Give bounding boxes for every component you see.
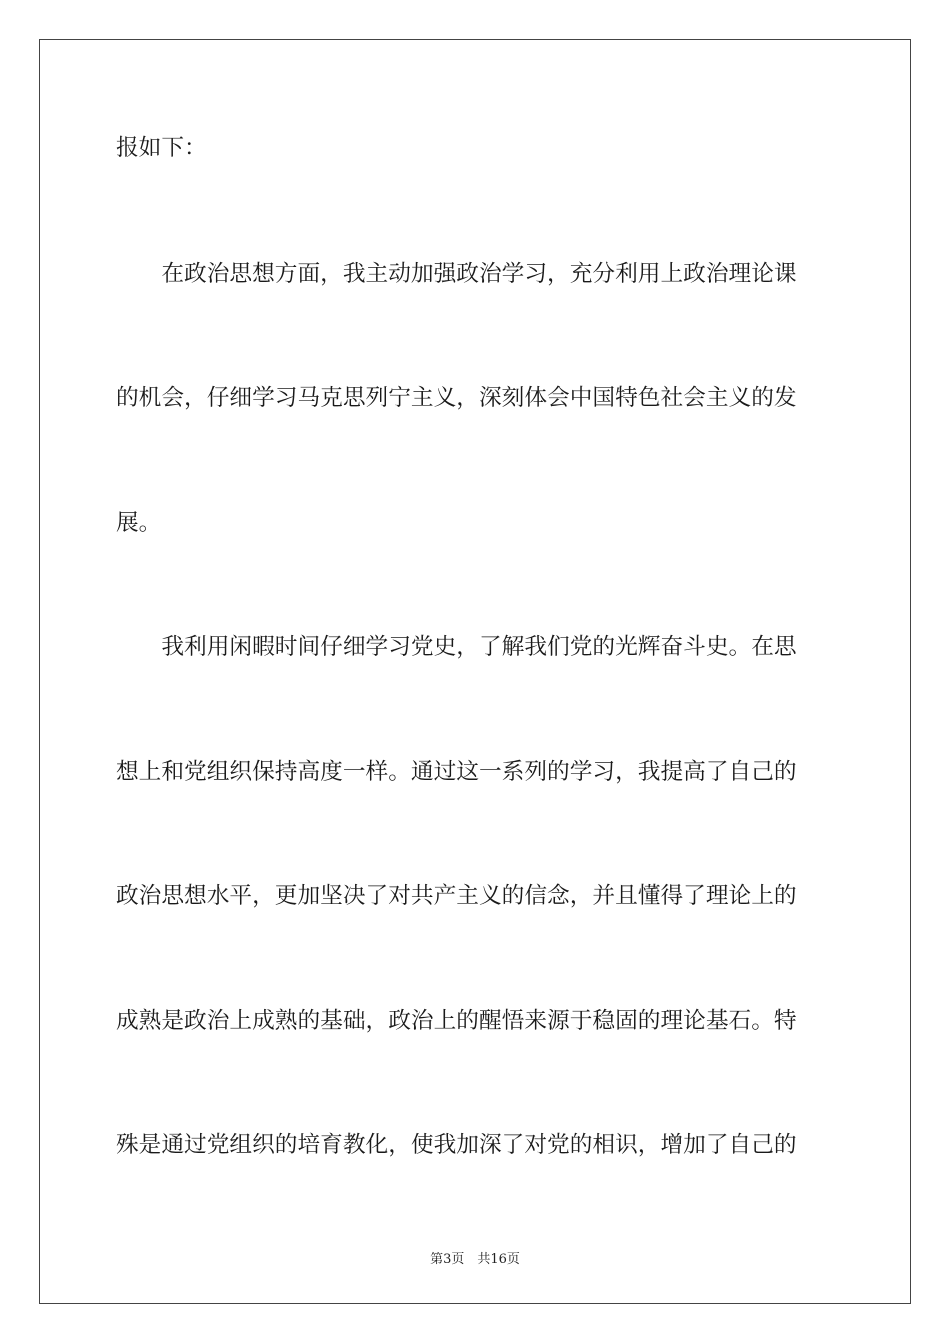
text-line-2: 在政治思想方面，我主动加强政治学习，充分利用上政治理论课 <box>116 261 797 287</box>
text-line-7: 政治思想水平，更加坚决了对共产主义的信念，并且懂得了理论上的 <box>116 883 797 909</box>
text-line-8: 成熟是政治上成熟的基础，政治上的醒悟来源于稳固的理论基石。特 <box>116 1008 797 1034</box>
page-border <box>39 39 911 1304</box>
text-line-1: 报如下： <box>116 135 207 161</box>
text-line-9: 殊是通过党组织的培育教化，使我加深了对党的相识，增加了自己的 <box>116 1132 797 1158</box>
text-line-5: 我利用闲暇时间仔细学习党史，了解我们党的光辉奋斗史。在思 <box>116 634 797 660</box>
page-number-footer: 第3页 共16页 <box>430 1252 520 1267</box>
text-line-3: 的机会，仔细学习马克思列宁主义，深刻体会中国特色社会主义的发 <box>116 385 797 411</box>
text-line-4: 展。 <box>116 510 162 536</box>
text-line-6: 想上和党组织保持高度一样。通过这一系列的学习，我提高了自己的 <box>116 759 797 785</box>
